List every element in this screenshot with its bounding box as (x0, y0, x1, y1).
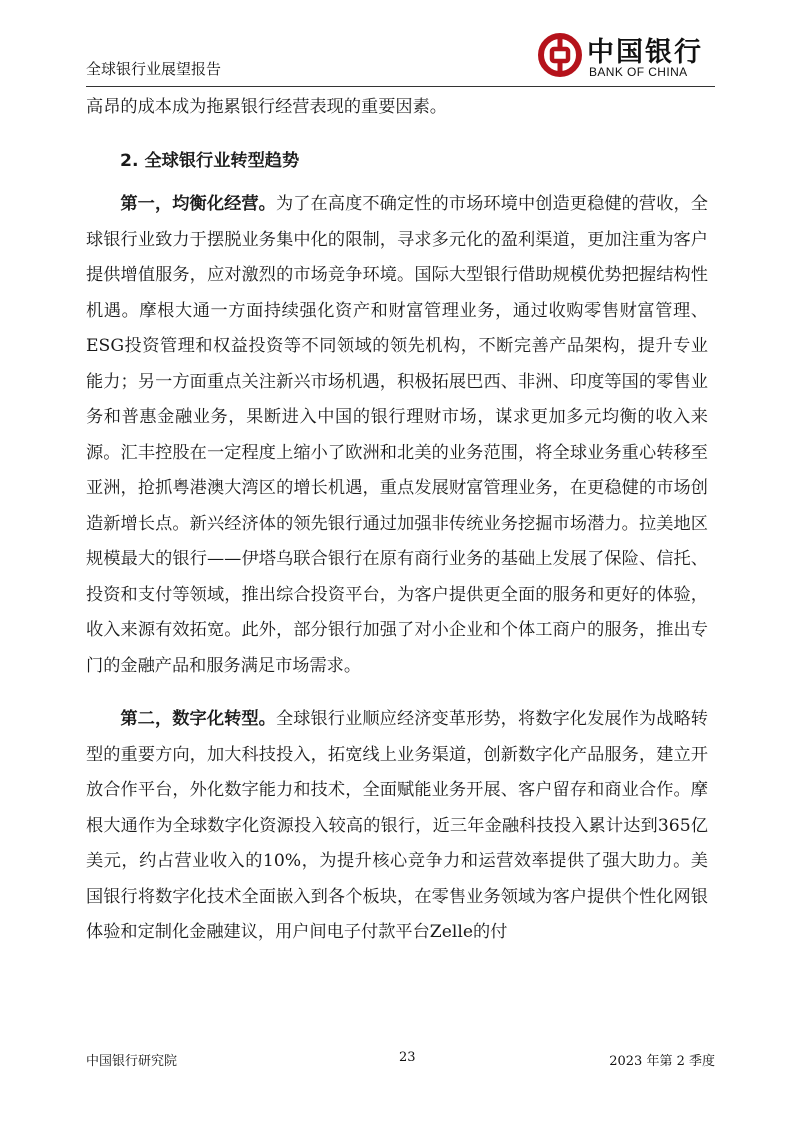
section-heading: 2. 全球银行业转型趋势 (120, 150, 300, 171)
paragraph-lead: 第一，均衡化经营。 (120, 194, 276, 214)
paragraph-balanced-operations (86, 187, 708, 684)
page-header (86, 0, 715, 87)
footer-institute: 中国银行研究院 (86, 1054, 178, 1069)
paragraph-digital-transformation (86, 702, 708, 951)
page-number: 23 (399, 1050, 416, 1065)
page-content (86, 90, 708, 969)
paragraph-body: 为了在高度不确定性的市场环境中创造更稳健的营收，全球银行业致力于摆脱业务集中化的限制，寻求多元化的盈利渠道，更加注重为客户提供增值服务，应对激烈的市场竞争环境。国际大型银行借助规模优势把握结构性机遇。摩根大通一方面持续强化资产和财富管理业务，通过收购零售财富管理、ESG投资管理和权益投资等不同领域的领先机构，不断完善产品架构，提升专业能力；另一方面重点关注新兴市场机遇，积极拓展巴西、非洲、印度等国的零售业务和普惠金融业务，果断进入中国的银行理财市场，谋求更加多元均衡的收入来源。汇丰控股在一定程度上缩小了欧洲和北美的业务范围，将全球业务重心转移至亚洲，抢抓粤港澳大湾区的增长机遇，重点发展财富管理业务，在更稳健的市场创造新增长点。新兴经济体的领先银行通过加强非传统业务挖掘市场潜力。拉美地区规模最大的银行——伊塔乌联合银行在原有商行业务的基础上发展了保险、信托、投资和支付等领域，推出综合投资平台，为客户提供更全面的服务和更好的体验，收入来源有效拓宽。此外，部分银行加强了对小企业和个体工商户的服务，推出专门的金融产品和服务满足市场需求。 (86, 194, 708, 676)
logo-chinese-name: 中国银行 (587, 37, 703, 68)
report-title: 全球银行业展望报告 (86, 60, 222, 78)
continuation-text: 高昂的成本成为拖累银行经营表现的重要因素。 (86, 97, 447, 117)
paragraph-lead: 第二，数字化转型。 (120, 709, 276, 729)
footer-period: 2023 年第 2 季度 (609, 1054, 715, 1069)
paragraph-body: 全球银行业顺应经济变革形势，将数字化发展作为战略转型的重要方向，加大科技投入，拓宽线上业务渠道，创新数字化产品服务，建立开放合作平台，外化数字能力和技术，全面赋能业务开展、客户留存和商业合作。摩根大通作为全球数字化资源投入较高的银行，近三年金融科技投入累计达到365亿美元，约占营业收入的10%，为提升核心竞争力和运营效率提供了强大助力。美国银行将数字化技术全面嵌入到各个板块，在零售业务领域为客户提供个性化网银体验和定制化金融建议，用户间电子付款平台Zelle的付 (86, 709, 708, 942)
bank-logo (537, 32, 715, 82)
logo-english-name: BANK OF CHINA (589, 65, 688, 79)
bank-of-china-coin-icon (537, 32, 583, 78)
